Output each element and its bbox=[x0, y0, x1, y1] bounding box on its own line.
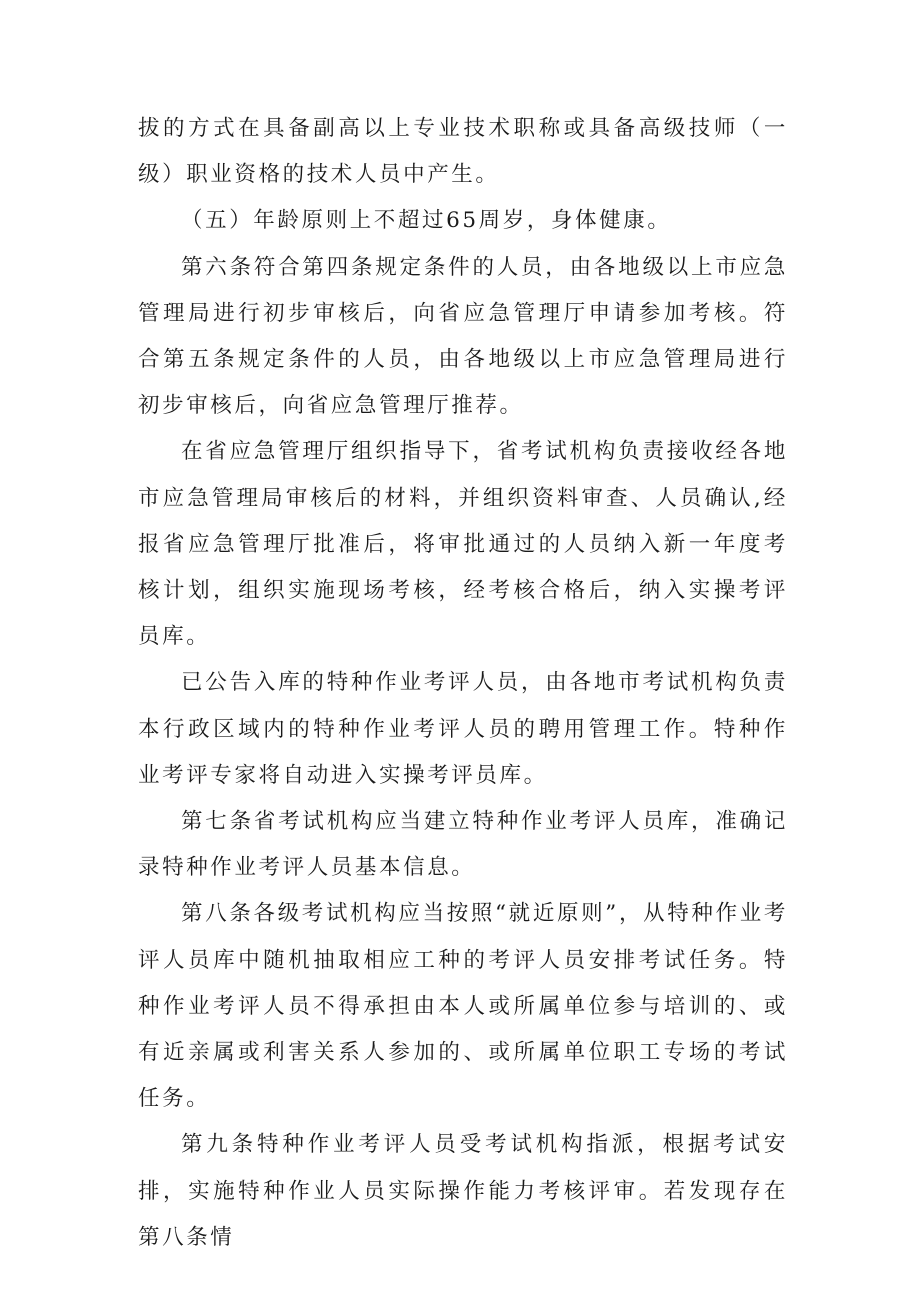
document-body bbox=[138, 106, 788, 1261]
paragraph-employment-management: 已公告入库的特种作业考评人员，由各地市考试机构负责本行政区域内的特种作业考评人员的聘用管理工作。特种作业考评专家将自动进入实操考评员库。 bbox=[138, 670, 788, 788]
paragraph-article-7: 第七条省考试机构应当建立特种作业考评人员库，准确记录特种作业考评人员基本信息。 bbox=[138, 809, 788, 881]
paragraph-article-9: 第九条特种作业考评人员受考试机构指派，根据考试安排，实施特种作业人员实际操作能力考核评审。若发现存在第八条情 bbox=[138, 1132, 788, 1250]
paragraph-age-requirement: （五）年龄原则上不超过65周岁，身体健康。 bbox=[181, 208, 672, 234]
paragraph-review-process: 在省应急管理厅组织指导下，省考试机构负责接收经各地市应急管理局审核后的材料，并组织资料审查、人员确认,经报省应急管理厅批准后，将审批通过的人员纳入新一年度考核计划，组织实施现场考核，经考核合格后，纳入实操考评员库。 bbox=[138, 439, 788, 650]
paragraph-article-8: 第八条各级考试机构应当按照“就近原则”，从特种作业考评人员库中随机抽取相应工种的考评人员安排考试任务。特种作业考评人员不得承担由本人或所属单位参与培训的、或有近亲属或利害关系人参加的、或所属单位职工专场的考试任务。 bbox=[138, 901, 788, 1112]
paragraph-continuation: 拔的方式在具备副高以上专业技术职称或具备高级技师（一级）职业资格的技术人员中产生。 bbox=[138, 116, 788, 188]
paragraph-article-6: 第六条符合第四条规定条件的人员，由各地级以上市应急管理局进行初步审核后，向省应急管理厅申请参加考核。符合第五条规定条件的人员，由各地级以上市应急管理局进行初步审核后，向省应急管理厅推荐。 bbox=[138, 254, 788, 419]
